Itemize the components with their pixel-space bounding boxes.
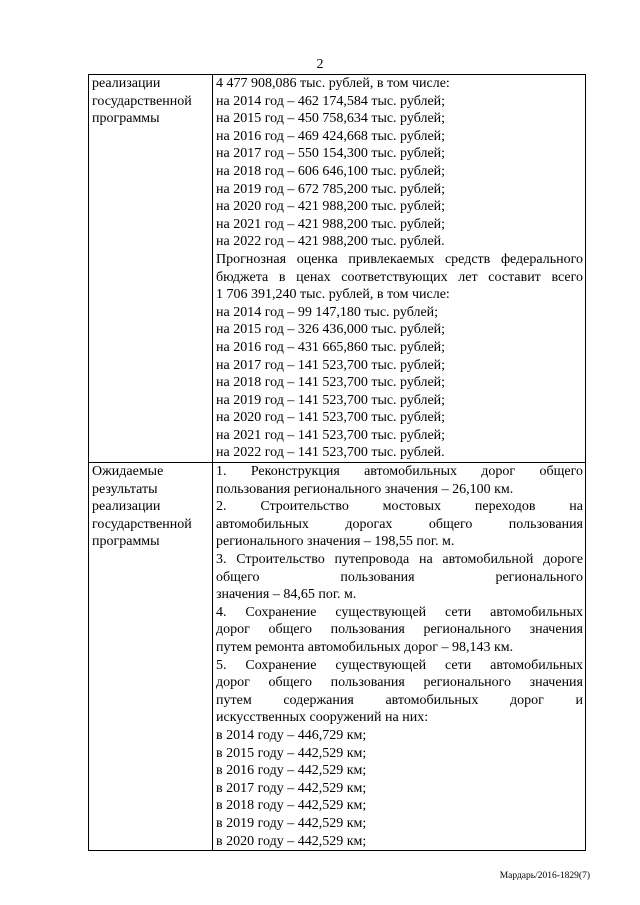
row-value-line: в 2015 году – 442,529 км; — [216, 745, 367, 761]
row-value-line: дорог общего пользования регионального значения — [216, 622, 583, 638]
document-footer-code: Мардарь/2016-1829(7) — [499, 871, 590, 881]
row-label-line: государственной — [92, 93, 192, 109]
row-value-line: общего пользования регионального — [216, 569, 583, 585]
row-value-line: путем содержания автомобильных дорог и — [216, 692, 583, 708]
row-value-line: значения – 84,65 пог. м. — [216, 587, 357, 603]
page-number: 2 — [316, 57, 324, 72]
row-label-line: программы — [92, 111, 160, 127]
row-value-cell — [213, 75, 586, 463]
row-value-line: на 2018 год – 606 646,100 тыс. рублей; — [216, 163, 446, 179]
row-value-line: на 2019 год – 141 523,700 тыс. рублей; — [216, 392, 446, 408]
row-label-line: государственной — [92, 516, 192, 532]
row-value-line: 4. Сохранение существующей сети автомобильных — [216, 604, 583, 620]
table-row — [89, 463, 586, 851]
row-label-cell — [89, 75, 213, 463]
row-value-cell — [213, 463, 586, 851]
row-label-cell — [89, 463, 213, 851]
row-value-line: путем ремонта автомобильных дорог – 98,143 км. — [216, 640, 514, 655]
row-value-line: на 2021 год – 141 523,700 тыс. рублей; — [216, 427, 446, 443]
row-value-line: в 2016 году – 442,529 км; — [216, 763, 367, 779]
row-value-line: на 2020 год – 141 523,700 тыс. рублей; — [216, 410, 446, 426]
row-label-line: результаты — [92, 481, 158, 497]
row-value-line: на 2021 год – 421 988,200 тыс. рублей; — [216, 216, 446, 232]
row-value-line: автомобильных дорогах общего пользования — [216, 516, 583, 532]
row-value-line: на 2015 год – 450 758,634 тыс. рублей; — [216, 111, 446, 127]
row-label-line: реализации — [92, 76, 161, 91]
row-value-line: 4 477 908,086 тыс. рублей, в том числе: — [216, 76, 450, 91]
row-value-line: Прогнозная оценка привлекаемых средств федерального — [216, 251, 583, 267]
row-value-line: 5. Сохранение существующей сети автомобильных — [216, 657, 583, 673]
row-value-line: на 2016 год – 431 665,860 тыс. рублей; — [216, 339, 446, 355]
row-value-line: регионального значения – 198,55 пог. м. — [216, 534, 455, 550]
row-value-line: на 2014 год – 462 174,584 тыс. рублей; — [216, 93, 446, 109]
row-value-line: пользования регионального значения – 26,100 км. — [216, 481, 514, 497]
row-label-line: программы — [92, 534, 160, 550]
row-value-line: на 2022 год – 141 523,700 тыс. рублей. — [216, 445, 445, 461]
program-passport-table — [88, 74, 586, 851]
row-value-line: 3. Строительство путепровода на автомобильной дороге — [216, 552, 583, 568]
row-value-line: в 2014 году – 446,729 км; — [216, 727, 367, 743]
row-value-line: в 2019 году – 442,529 км; — [216, 815, 367, 831]
row-value-line: на 2017 год – 550 154,300 тыс. рублей; — [216, 146, 446, 162]
row-value-line: 2. Строительство мостовых переходов на — [216, 499, 583, 515]
row-value-line: на 2014 год – 99 147,180 тыс. рублей; — [216, 304, 439, 320]
row-value-line: бюджета в ценах соответствующих лет составит всего — [216, 269, 583, 285]
row-value-line: искусственных сооружений на них: — [216, 710, 429, 726]
row-value-line: дорог общего пользования регионального значения — [216, 675, 583, 691]
row-value-line: на 2019 год – 672 785,200 тыс. рублей; — [216, 181, 446, 197]
row-value-line: на 2020 год – 421 988,200 тыс. рублей; — [216, 199, 446, 215]
row-label-line: реализации — [92, 499, 161, 515]
row-value-line: на 2015 год – 326 436,000 тыс. рублей; — [216, 322, 446, 338]
row-value-line: на 2022 год – 421 988,200 тыс. рублей. — [216, 234, 445, 250]
table-row — [89, 75, 586, 463]
row-value-line: 1. Реконструкция автомобильных дорог общего — [216, 464, 583, 480]
row-value-line: в 2017 году – 442,529 км; — [216, 780, 367, 796]
row-value-line: на 2016 год – 469 424,668 тыс. рублей; — [216, 128, 446, 144]
row-label-line: Ожидаемые — [92, 464, 164, 480]
row-value-line: на 2017 год – 141 523,700 тыс. рублей; — [216, 357, 446, 373]
row-value-line: в 2020 году – 442,529 км; — [216, 833, 367, 849]
row-value-line: 1 706 391,240 тыс. рублей, в том числе: — [216, 287, 450, 303]
row-value-line: на 2018 год – 141 523,700 тыс. рублей; — [216, 375, 446, 391]
row-value-line: в 2018 году – 442,529 км; — [216, 798, 367, 814]
